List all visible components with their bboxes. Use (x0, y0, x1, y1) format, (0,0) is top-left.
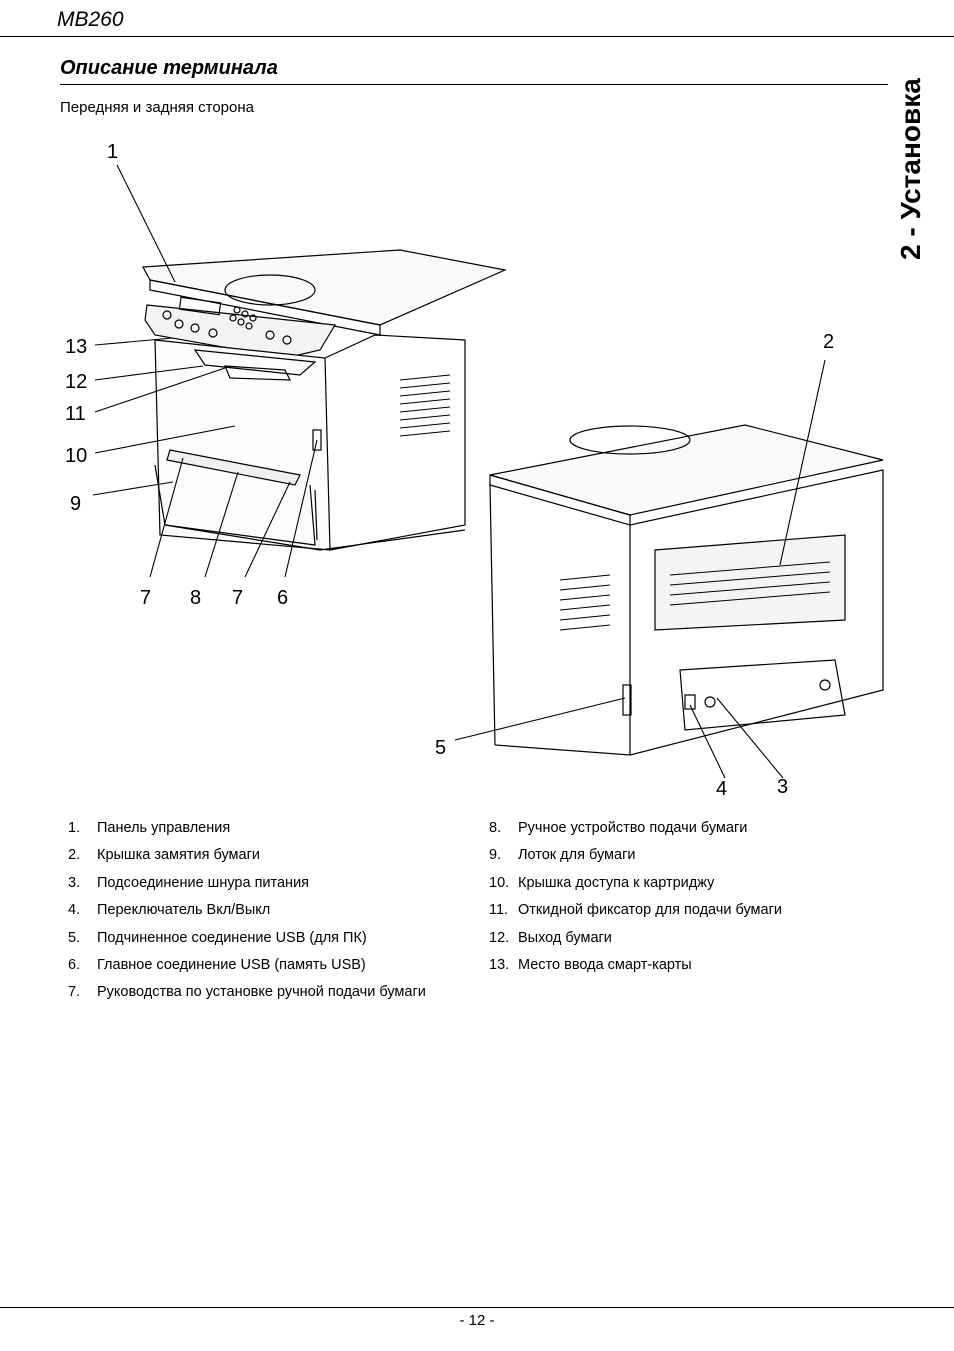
legend-item-text: Руководства по установке ручной подачи бумаги (97, 984, 426, 1001)
callout-number: 11 (65, 403, 86, 425)
section-title: Описание терминала (60, 57, 278, 79)
legend-item-text: Главное соединение USB (память USB) (97, 956, 366, 973)
legend-item-number: 6. (68, 956, 81, 973)
legend-item-number: 1. (68, 820, 81, 836)
callout-number: 10 (65, 445, 88, 467)
legend-left-column (68, 820, 478, 1012)
legend-item-number: 11. (489, 902, 509, 919)
callout-number: 7 (140, 587, 152, 609)
callout-number: 5 (435, 737, 447, 759)
legend-item (489, 820, 909, 847)
legend-item-text: Ручное устройство подачи бумаги (518, 820, 748, 836)
callout-number: 8 (190, 587, 202, 609)
legend-item (489, 847, 909, 874)
callout-number: 2 (823, 331, 835, 353)
legend-item (489, 957, 909, 984)
legend-item-number: 13. (489, 956, 510, 973)
callout-number: 12 (65, 371, 88, 393)
legend-item (68, 875, 478, 902)
callout-number: 13 (65, 336, 88, 358)
callout-number: 4 (716, 778, 728, 800)
callout-number: 9 (70, 493, 82, 515)
model-name: MB260 (57, 8, 124, 31)
figure-subtitle: Передняя и задняя сторона (60, 99, 254, 116)
section-divider (60, 84, 888, 85)
legend-item-text: Лоток для бумаги (518, 847, 636, 864)
legend-item-number: 4. (68, 902, 81, 919)
legend-item (489, 875, 909, 902)
chapter-side-title: 2 - Установка (895, 78, 926, 260)
legend-item-number: 5. (68, 929, 81, 946)
legend-item-text: Выход бумаги (518, 929, 612, 946)
callout-number: 7 (232, 587, 244, 609)
callout-number: 1 (107, 141, 119, 163)
legend-item-number: 8. (489, 820, 502, 836)
legend-item (68, 984, 478, 1011)
legend-item (68, 930, 478, 957)
header-divider (0, 36, 954, 37)
legend-item-text: Крышка доступа к картриджу (518, 874, 715, 891)
front-printer-drawing (143, 250, 505, 550)
legend-item-number: 10. (489, 874, 510, 891)
legend-item-number: 12. (489, 929, 510, 946)
footer-divider (0, 1307, 954, 1308)
legend-item (489, 930, 909, 957)
device-illustration (55, 130, 915, 810)
legend-right-column (489, 820, 909, 984)
callout-number: 3 (777, 776, 789, 798)
legend-item-text: Откидной фиксатор для подачи бумаги (518, 902, 782, 919)
page-number: - 12 - (459, 1312, 495, 1329)
legend-item-number: 7. (68, 984, 81, 1001)
legend-item (68, 902, 478, 929)
legend-item-text: Подчиненное соединение USB (для ПК) (97, 929, 367, 946)
legend-item (68, 847, 478, 874)
legend-item (489, 902, 909, 929)
legend-item-text: Крышка замятия бумаги (97, 847, 260, 864)
legend-item-text: Подсоединение шнура питания (97, 874, 310, 891)
legend-item-text: Панель управления (97, 820, 231, 836)
rear-printer-drawing (490, 425, 883, 755)
legend-item-text: Место ввода смарт-карты (518, 956, 692, 973)
legend-item-number: 2. (68, 847, 81, 864)
legend-item (68, 957, 478, 984)
legend-item-number: 3. (68, 874, 81, 891)
legend-item-number: 9. (489, 847, 502, 864)
callout-number: 6 (277, 587, 289, 609)
legend-item-text: Переключатель Вкл/Выкл (97, 902, 271, 919)
legend-item (68, 820, 478, 847)
